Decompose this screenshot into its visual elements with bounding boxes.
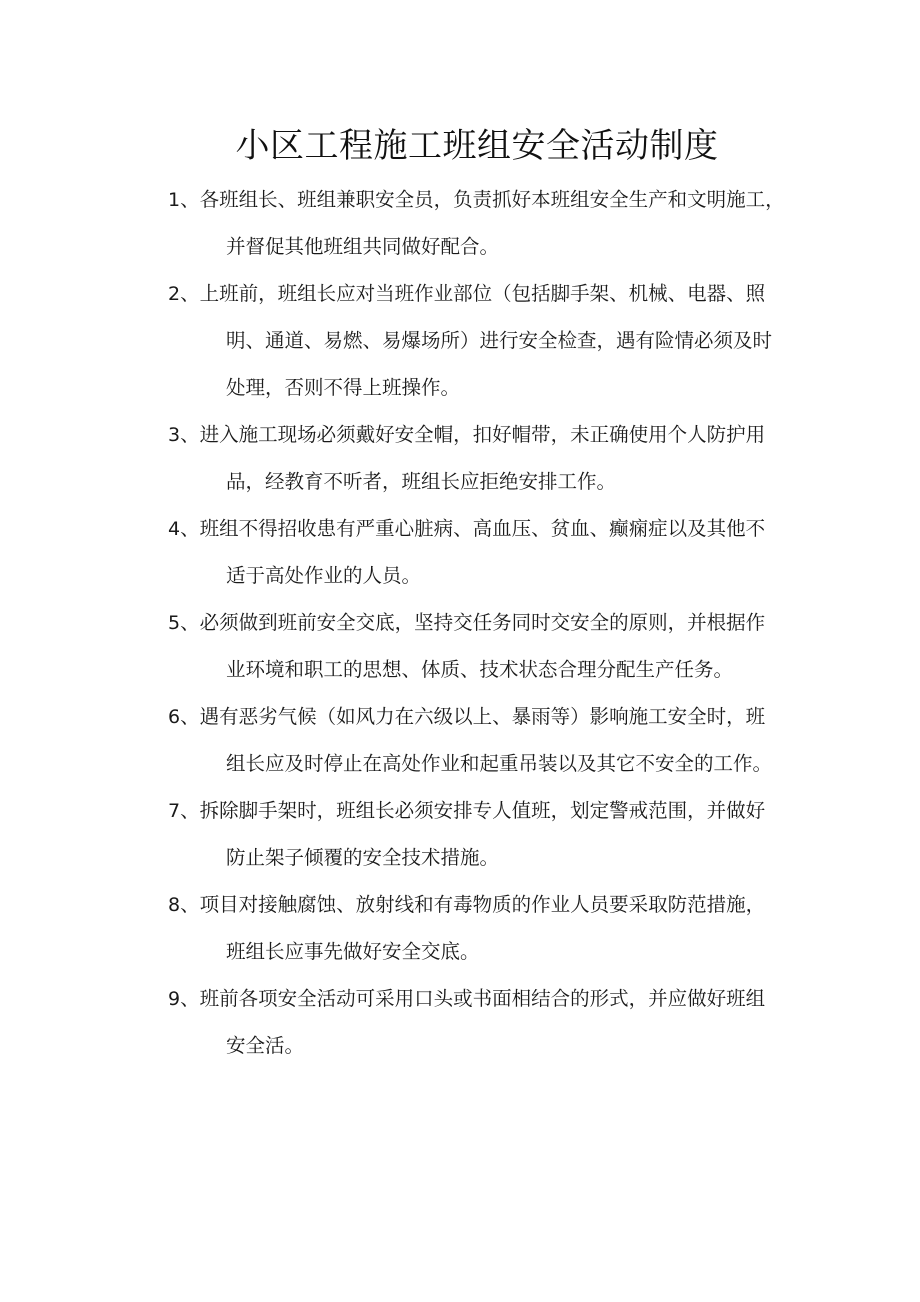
rule-line <box>168 270 808 317</box>
rule-item-2 <box>168 270 808 411</box>
rule-item-3 <box>168 411 808 505</box>
rule-line <box>168 176 808 223</box>
rule-item-9 <box>168 975 808 1069</box>
rule-line: 安全活。 <box>226 1034 305 1057</box>
rule-number: 3 <box>168 424 181 446</box>
rule-number: 4 <box>168 518 181 540</box>
rules-list <box>168 176 808 1069</box>
rule-line <box>168 787 808 834</box>
rule-line <box>168 599 808 646</box>
rule-number: 5 <box>168 612 181 634</box>
rule-number: 2 <box>168 283 181 305</box>
rule-text: 、遇有恶劣气候（如风力在六级以上、暴雨等）影响施工安全时，班 <box>180 705 766 728</box>
rule-item-8 <box>168 881 808 975</box>
rule-number: 1 <box>168 189 181 211</box>
rule-number: 8 <box>168 894 181 916</box>
rule-line <box>168 505 808 552</box>
rule-line: 并督促其他班组共同做好配合。 <box>226 235 500 258</box>
rule-item-4 <box>168 505 808 599</box>
rule-line: 业环境和职工的思想、体质、技术状态合理分配生产任务。 <box>226 658 734 681</box>
rule-line: 适于高处作业的人员。 <box>226 564 422 587</box>
rule-line: 处理，否则不得上班操作。 <box>226 376 461 399</box>
rule-item-7 <box>168 787 808 881</box>
rule-text: 、班组不得招收患有严重心脏病、高血压、贫血、癫痫症以及其他不 <box>180 517 766 540</box>
rule-line: 品，经教育不听者，班组长应拒绝安排工作。 <box>226 470 617 493</box>
rule-text: 、项目对接触腐蚀、放射线和有毒物质的作业人员要采取防范措施， <box>180 893 766 916</box>
rule-number: 9 <box>168 988 181 1010</box>
rule-text: 、必须做到班前安全交底，坚持交任务同时交安全的原则，并根据作 <box>180 611 766 634</box>
rule-text: 、上班前，班组长应对当班作业部位（包括脚手架、机械、电器、照 <box>180 282 766 305</box>
rule-line: 明、通道、易燃、易爆场所）进行安全检查，遇有险情必须及时 <box>226 329 773 352</box>
rule-line <box>168 411 808 458</box>
rule-line <box>168 975 808 1022</box>
rule-line: 组长应及时停止在高处作业和起重吊装以及其它不安全的工作。 <box>226 752 773 775</box>
rule-line <box>168 881 808 928</box>
rule-item-6 <box>168 693 808 787</box>
rule-number: 6 <box>168 706 181 728</box>
rule-line: 防止架子倾覆的安全技术措施。 <box>226 846 500 869</box>
rule-text: 、班前各项安全活动可采用口头或书面相结合的形式，并应做好班组 <box>180 987 766 1010</box>
rule-item-5 <box>168 599 808 693</box>
rule-item-1 <box>168 176 808 270</box>
rule-text: 、各班组长、班组兼职安全员，负责抓好本班组安全生产和文明施工， <box>180 188 785 211</box>
rule-line: 班组长应事先做好安全交底。 <box>226 940 480 963</box>
rule-text: 、拆除脚手架时，班组长必须安排专人值班，划定警戒范围，并做好 <box>180 799 766 822</box>
document-title: 小区工程施工班组安全活动制度 <box>235 126 719 166</box>
rule-number: 7 <box>168 800 181 822</box>
rule-line <box>168 693 808 740</box>
rule-text: 、进入施工现场必须戴好安全帽，扣好帽带，未正确使用个人防护用 <box>180 423 766 446</box>
